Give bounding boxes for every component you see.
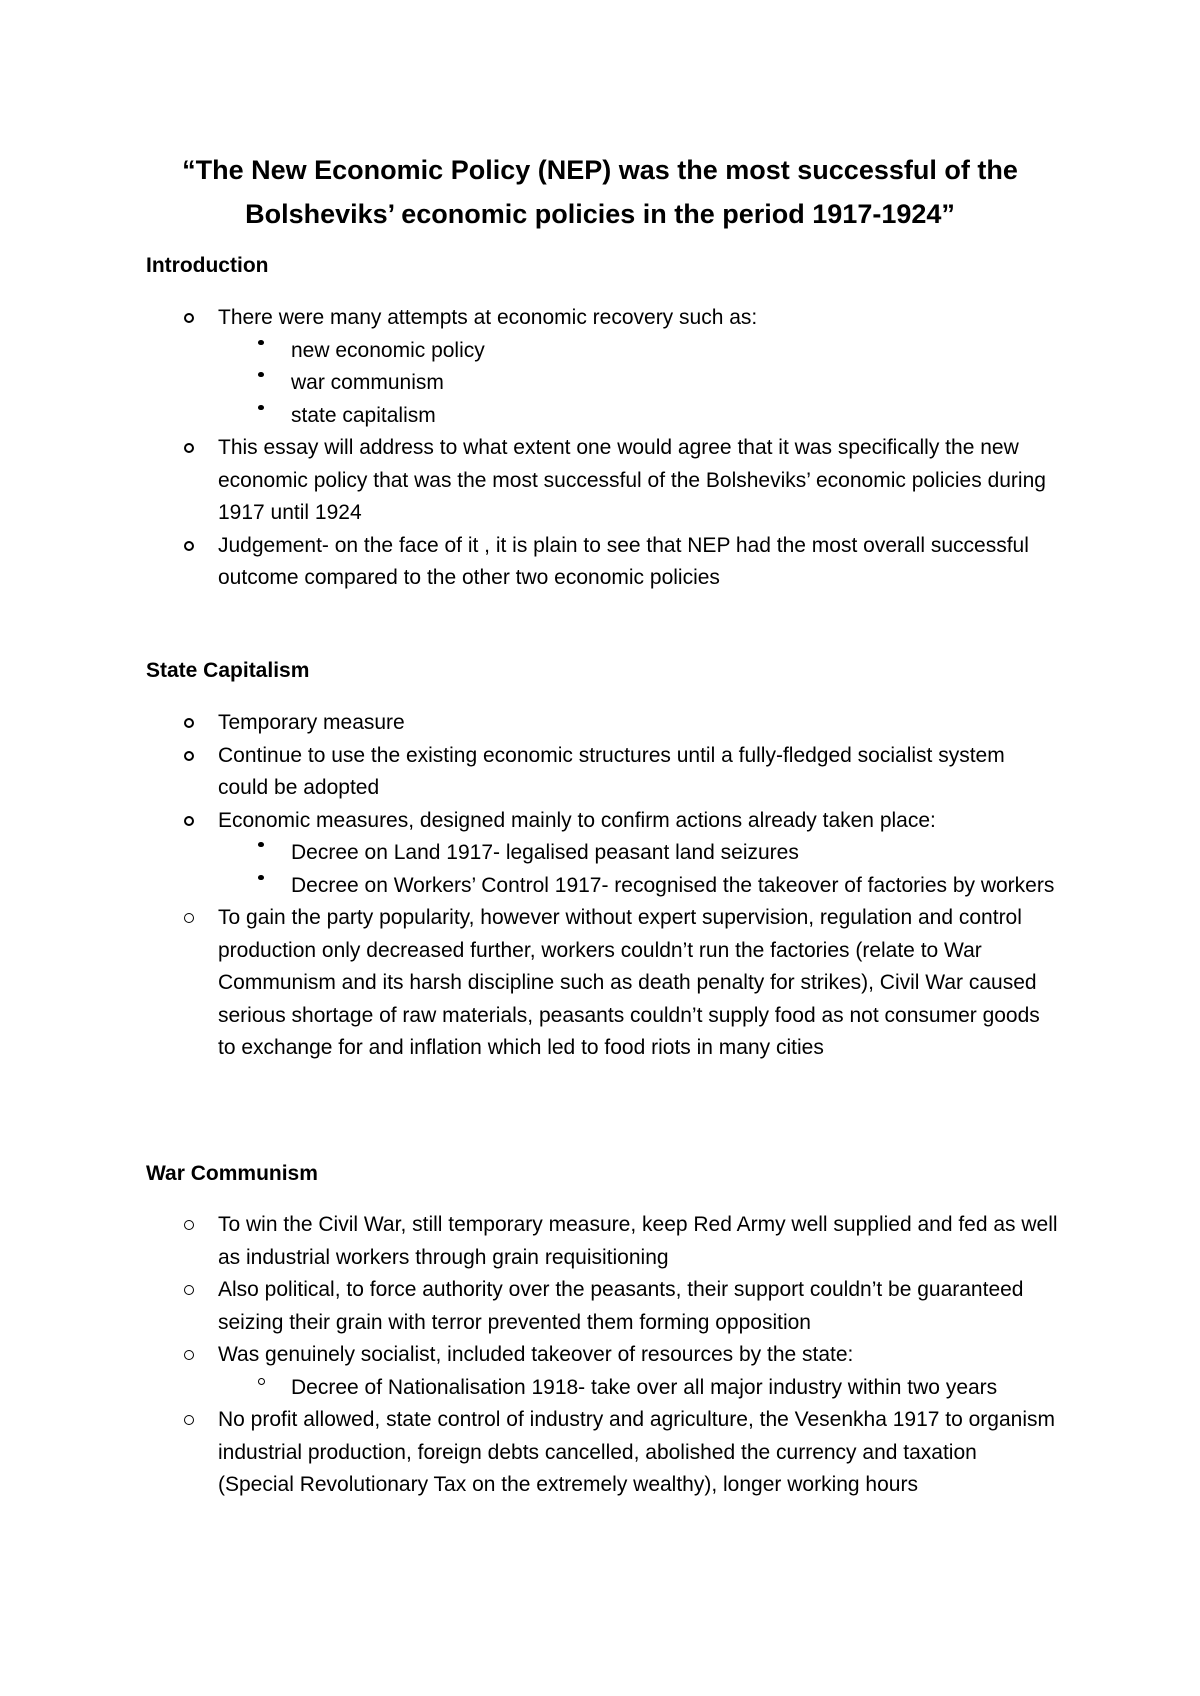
bullet-ring-icon bbox=[184, 1415, 194, 1425]
sub-list-item: Decree of Nationalisation 1918- take over all major industry within two years bbox=[0, 1372, 1061, 1405]
bullet-small-ring-icon bbox=[258, 1378, 265, 1385]
heading-war-communism: War Communism bbox=[146, 1162, 318, 1185]
sub-list-item: war communism bbox=[0, 367, 1061, 400]
bullet-dot-icon bbox=[258, 372, 264, 377]
bullet-ring-icon bbox=[184, 313, 194, 323]
bullet-ring-icon bbox=[184, 1350, 194, 1360]
list-item: To win the Civil War, still temporary measure, keep Red Army well supplied and fed as well as industrial workers through grain requisitioning bbox=[0, 1209, 1058, 1274]
bullet-dot-icon bbox=[258, 405, 264, 410]
essay-title-line-2: Bolsheviks’ economic policies in the period 1917-1924” bbox=[245, 199, 955, 229]
list-item: Also political, to force authority over the peasants, their support couldn’t be guaranteed seizing their grain with terror prevented them forming opposition bbox=[0, 1274, 1058, 1339]
bullet-ring-icon bbox=[184, 718, 194, 728]
bullet-ring-icon bbox=[184, 1220, 194, 1230]
sub-list-item: Decree on Workers’ Control 1917- recognised the takeover of factories by workers bbox=[0, 870, 1061, 903]
bullet-dot-icon bbox=[258, 842, 264, 847]
essay-title bbox=[0, 148, 1200, 236]
sub-list-item: Decree on Land 1917- legalised peasant land seizures bbox=[0, 837, 1061, 870]
list-item: Economic measures, designed mainly to confirm actions already taken place: bbox=[0, 805, 1058, 838]
bullet-dot-icon bbox=[258, 340, 264, 345]
list-item: No profit allowed, state control of industry and agriculture, the Vesenkha 1917 to organism industrial production, foreign debts cancelled, abolished the currency and taxation (Special Revolutionary Tax on the extremely wealthy), longer working hours bbox=[0, 1404, 1058, 1502]
list-item: This essay will address to what extent one would agree that it was specifically the new economic policy that was the most successful of the Bolsheviks’ economic policies during 1917 until 1924 bbox=[0, 432, 1058, 530]
list-item: There were many attempts at economic recovery such as: bbox=[0, 302, 1058, 335]
heading-state-capitalism: State Capitalism bbox=[146, 659, 310, 682]
sub-list-item: new economic policy bbox=[0, 335, 1061, 368]
bullet-ring-icon bbox=[184, 751, 194, 761]
war-communism-list bbox=[0, 1209, 1200, 1502]
list-item: To gain the party popularity, however without expert supervision, regulation and control production only decreased further, workers couldn’t run the factories (relate to War Communism and its harsh discipline such as death penalty for strikes), Civil War caused serious shortage of raw materials, peasants couldn’t supply food as not consumer goods to exchange for and inflation which led to food riots in many cities bbox=[0, 902, 1058, 1065]
bullet-ring-icon bbox=[184, 541, 194, 551]
bullet-ring-icon bbox=[184, 913, 194, 923]
bullet-dot-icon bbox=[258, 875, 264, 880]
bullet-ring-icon bbox=[184, 816, 194, 826]
bullet-ring-icon bbox=[184, 443, 194, 453]
bullet-ring-icon bbox=[184, 1285, 194, 1295]
list-item: Continue to use the existing economic structures until a fully-fledged socialist system could be adopted bbox=[0, 740, 1058, 805]
introduction-list bbox=[0, 302, 1200, 595]
state-capitalism-list bbox=[0, 707, 1200, 1065]
essay-title-line-1: “The New Economic Policy (NEP) was the most successful of the bbox=[182, 155, 1018, 185]
sub-list-item: state capitalism bbox=[0, 400, 1061, 433]
list-item: Was genuinely socialist, included takeover of resources by the state: bbox=[0, 1339, 1058, 1372]
heading-introduction: Introduction bbox=[146, 254, 269, 277]
list-item: Temporary measure bbox=[0, 707, 1058, 740]
list-item: Judgement- on the face of it , it is plain to see that NEP had the most overall successful outcome compared to the other two economic policies bbox=[0, 530, 1058, 595]
